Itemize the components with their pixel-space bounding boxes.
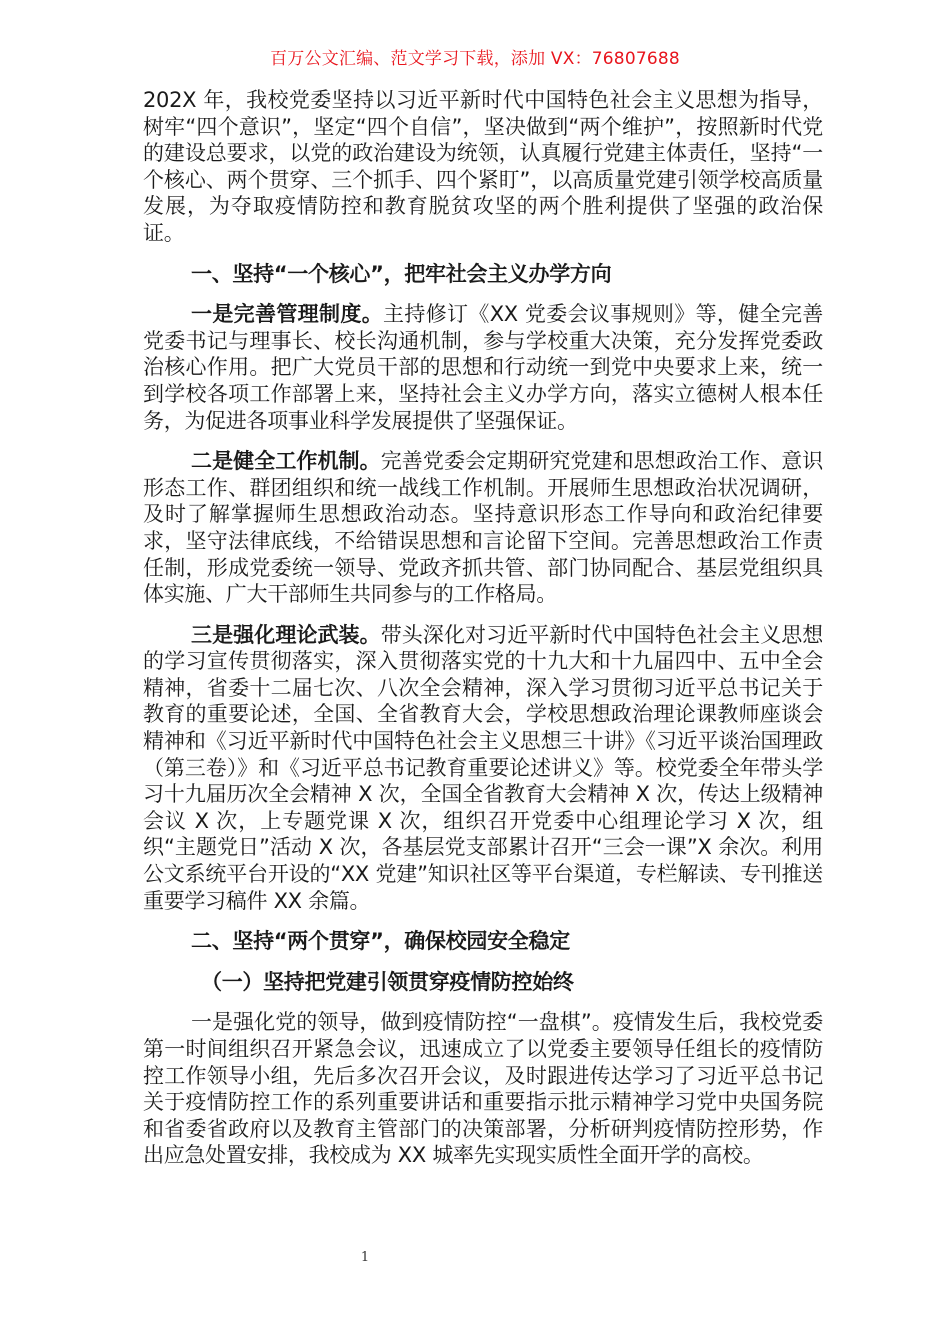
paragraph-lead: 三是强化理论武装。: [191, 622, 381, 647]
promo-banner: 百万公文汇编、范文学习下载，添加 VX：76807688: [270, 49, 680, 69]
paragraph-lead: 一是完善管理制度。: [191, 302, 384, 327]
section-2-subheading: （一）坚持把党建引领贯穿疫情防控始终: [201, 969, 574, 994]
paragraph-body: 主持修订《XX 党委会议事规则》等，健全完善党委书记与理事长、校长沟通机制，参与学校重大决策，充分发挥党委政治核心作用。把广大党员干部的思想和行动统一到党中央要求上来，统一到学校各项工作部署上来，坚持社会主义办学方向，落实立德树人根本任务，为促进各项事业科学发展提供了坚强保证。: [143, 302, 823, 433]
section-1-paragraph-1: [143, 301, 823, 434]
section-2-heading: 二、坚持“两个贯穿”，确保校园安全稳定: [191, 929, 570, 954]
paragraph-lead: 二是健全工作机制。: [191, 449, 381, 474]
section-1-paragraph-3: [143, 622, 823, 915]
paragraph-body: 完善党委会定期研究党建和思想政治工作、意识形态工作、群团组织和统一战线工作机制。开展师生思想政治状况调研，及时了解掌握师生思想政治动态。坚持意识形态工作导向和政治纪律要求，坚守法律底线，不给错误思想和言论留下空间。完善思想政治工作责任制，形成党委统一领导、党政齐抓共管、部门协同配合、基层党组织具体实施、广大干部师生共同参与的工作格局。: [143, 449, 823, 607]
section-2-paragraph-1: 一是强化党的领导，做到疫情防控“一盘棋”。疫情发生后，我校党委第一时间组织召开紧急会议，迅速成立了以党委主要领导任组长的疫情防控工作领导小组，先后多次召开会议，及时跟进传达学习了习近平总书记关于疫情防控工作的系列重要讲话和重要指示批示精神学习党中央国务院和省委省政府以及教育主管部门的决策部署，分析研判疫情防控形势，作出应急处置安排，我校成为 XX 城率先实现实质性全面开学的高校。: [143, 1010, 823, 1168]
page-number: 1: [360, 1250, 370, 1265]
intro-paragraph: 202X 年，我校党委坚持以习近平新时代中国特色社会主义思想为指导，树牢“四个意识”，坚定“四个自信”，坚决做到“两个维护”，按照新时代党的建设总要求，以党的政治建设为统领，认真履行党建主体责任，坚持“一个核心、两个贯穿、三个抓手、四个紧盯”，以高质量党建引领学校高质量发展，为夺取疫情防控和教育脱贫攻坚的两个胜利提供了坚强的政治保证。: [143, 88, 823, 245]
paragraph-body: 带头深化对习近平新时代中国特色社会主义思想的学习宣传贯彻落实，深入贯彻落实党的十九大和十九届四中、五中全会精神，省委十二届七次、八次全会精神，深入学习贯彻习近平总书记关于教育的重要论述，全国、全省教育大会，学校思想政治理论课教师座谈会精神和《习近平新时代中国特色社会主义思想三十讲》《习近平谈治国理政（第三卷）》和《习近平总书记教育重要论述讲义》等。校党委全年带头学习十九届历次全会精神 X 次，全国全省教育大会精神 X 次，传达上级精神会议 X 次，上专题党课 X 次，组织召开党委中心组理论学习 X 次，组织“主题党日”活动 X 次，各基层党支部累计召开“三会一课”X 余次。利用公文系统平台开设的“XX 党建”知识社区等平台渠道，专栏解读、专刊推送重要学习稿件 XX 余篇。: [143, 622, 823, 913]
document-body: [143, 87, 823, 1183]
section-1-heading: 一、坚持“一个核心”，把牢社会主义办学方向: [191, 261, 612, 286]
section-1-paragraph-2: [143, 448, 823, 608]
